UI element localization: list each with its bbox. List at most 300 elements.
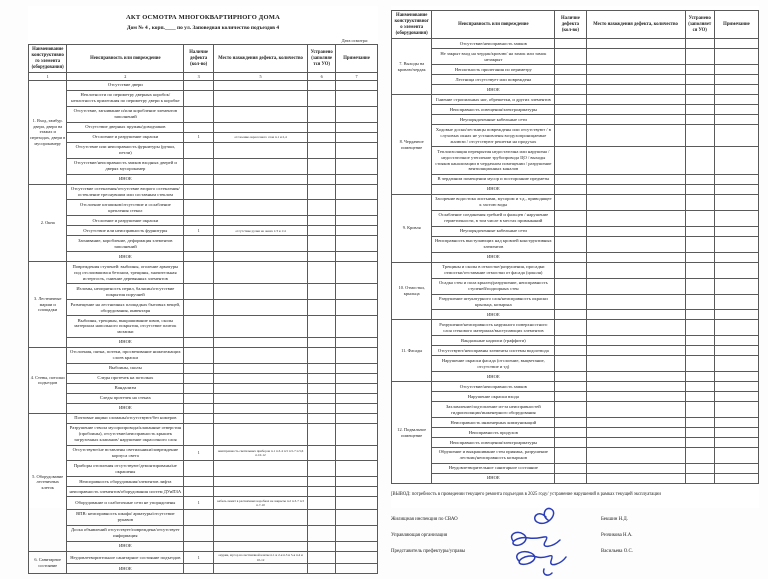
defect-description-cell: Отслоения, пятна, потеки, просвечивание нижележащих слоев краски — [67, 347, 184, 363]
note-cell — [714, 356, 758, 372]
defect-location-cell — [586, 147, 685, 175]
note-cell — [714, 382, 758, 392]
defect-count-cell — [184, 509, 214, 525]
resolved-cell — [685, 418, 714, 428]
column-number: 5 — [213, 73, 307, 80]
defect-count-cell — [555, 428, 586, 438]
defect-count-cell — [555, 65, 586, 75]
table-row — [29, 525, 378, 541]
resolved-cell — [685, 382, 714, 392]
note-cell — [714, 392, 758, 402]
defect-count-cell — [555, 236, 586, 252]
resolved-cell — [685, 174, 714, 184]
defect-count-cell — [184, 158, 214, 174]
defect-description-cell: Нарушение окраски входа — [432, 392, 555, 402]
defect-location-cell — [586, 85, 685, 95]
signer-name: Васильева О.С. — [601, 548, 633, 554]
defect-description-cell: Доска объявлений отсутствует/повреждена/отсутствует информация — [67, 525, 184, 541]
note-cell — [336, 487, 378, 497]
defect-description-cell: ИНОЕ — [432, 310, 555, 320]
defect-description-cell: Отсутствие дверных пружин/доводчиков — [67, 122, 184, 132]
section-name-cell: 8. Чердачное помещение — [392, 95, 432, 195]
defect-description-cell: Неупорядоченные кабельные сети — [432, 226, 555, 236]
resolved-cell — [685, 278, 714, 294]
defect-count-cell — [184, 106, 214, 122]
defect-location-cell — [586, 210, 685, 226]
defect-count-cell — [555, 184, 586, 194]
table-row — [392, 336, 759, 346]
note-cell — [714, 194, 758, 210]
defect-description-cell: Загнивание, коробление, деформация элементов заполнений — [67, 236, 184, 252]
note-cell — [714, 463, 758, 473]
defect-count-cell — [184, 477, 214, 487]
defect-location-cell — [586, 39, 685, 49]
defect-location-cell — [586, 402, 685, 418]
note-cell — [336, 445, 378, 461]
defect-description-cell: ИНОЕ — [432, 372, 555, 382]
defect-count-cell — [184, 461, 214, 477]
note-cell — [714, 174, 758, 184]
column-number-row — [29, 73, 378, 80]
note-cell — [336, 363, 378, 373]
defect-location-cell — [586, 294, 685, 310]
section-name-cell: 7. Выходы на кровлю/чердак — [392, 39, 432, 95]
defects-table-page2 — [391, 10, 759, 484]
resolved-cell — [685, 147, 714, 175]
resolved-cell — [685, 463, 714, 473]
resolved-cell — [308, 525, 336, 541]
table-row — [29, 252, 378, 262]
defect-description-cell: Трещины и сколы в отмостке/разрушения, просадки отмостки/отставание отмостки от фасада (цоколя) — [432, 262, 555, 278]
defect-description-cell: Неисправность инженерных коммуникаций — [432, 418, 555, 428]
resolved-cell — [308, 122, 336, 132]
note-cell — [336, 403, 378, 413]
defect-count-cell — [184, 174, 214, 184]
table-row — [392, 418, 759, 428]
defects-table-page1 — [28, 44, 378, 574]
resolved-cell — [308, 132, 336, 142]
table-row — [29, 122, 378, 132]
defect-count-cell — [555, 147, 586, 175]
resolved-cell — [308, 413, 336, 423]
resolved-cell — [685, 356, 714, 372]
defect-count-cell — [555, 473, 586, 483]
note-cell — [714, 115, 758, 125]
defect-count-cell — [555, 49, 586, 65]
note-cell — [336, 106, 378, 122]
defect-description-cell: Неплотности по периметру дверных коробок/неплотность прилегания по периметру двери к коробке — [67, 90, 184, 106]
defect-count-cell — [555, 85, 586, 95]
defect-count-cell — [184, 216, 214, 226]
note-cell — [336, 509, 378, 525]
defect-location-cell — [213, 373, 307, 383]
resolved-cell — [308, 564, 336, 574]
defect-count-cell — [184, 90, 214, 106]
signer-role-label: Жилищная инспекция по СВАО — [391, 516, 458, 522]
column-number: 1 — [29, 73, 67, 80]
table-row — [392, 115, 759, 125]
defect-description-cell: Неудовлетворительное санитарное состояние подъездов — [67, 551, 184, 564]
resolved-cell — [308, 373, 336, 383]
defect-count-cell — [555, 262, 586, 278]
defect-location-cell — [213, 337, 307, 347]
defect-description-cell: Неплотность прилегания по периметру — [432, 65, 555, 75]
defect-location-cell — [213, 174, 307, 184]
resolved-cell — [308, 551, 336, 564]
defect-location-cell — [586, 105, 685, 115]
resolved-cell — [685, 262, 714, 278]
defect-description-cell: Оборудование и слаботочные сети не упорядочены — [67, 497, 184, 510]
table-row — [392, 262, 759, 278]
defect-description-cell: Изломы, неопрятность перил, балясин/отсутствие покрытия поручней — [67, 284, 184, 300]
resolved-cell — [308, 184, 336, 200]
defect-location-cell — [213, 142, 307, 158]
table-row — [392, 447, 759, 463]
table-row — [392, 392, 759, 402]
defect-count-cell — [184, 80, 214, 90]
defect-location-cell — [213, 122, 307, 132]
defect-count-cell — [184, 122, 214, 132]
column-number: 3 — [184, 73, 214, 80]
resolved-cell — [685, 95, 714, 105]
note-cell — [714, 252, 758, 262]
resolved-cell — [685, 115, 714, 125]
defect-count-cell — [184, 541, 214, 551]
defect-description-cell: Отсутствие или неисправность фурнитуры — [67, 226, 184, 236]
defect-description-cell: ИНОЕ — [67, 564, 184, 574]
resolved-cell — [308, 393, 336, 403]
resolved-cell — [685, 39, 714, 49]
note-cell — [336, 461, 378, 477]
table-row — [29, 393, 378, 403]
note-cell — [714, 346, 758, 356]
defect-description-cell: Следы протечек на потолках — [67, 373, 184, 383]
defect-description-cell: ИНОЕ — [67, 252, 184, 262]
defect-count-cell — [184, 200, 214, 216]
defect-location-cell — [586, 428, 685, 438]
table-row — [29, 461, 378, 477]
defect-count-cell — [555, 294, 586, 310]
defect-location-cell — [586, 226, 685, 236]
section-name-cell: 6. Санитарное состояние — [29, 551, 67, 574]
table-row — [29, 90, 378, 106]
resolved-cell — [685, 49, 714, 65]
resolved-cell — [685, 392, 714, 402]
defect-location-cell — [586, 473, 685, 483]
resolved-cell — [308, 541, 336, 551]
defect-description-cell: Приборы отопления отсутствуют/демонтированы/не окрашены — [67, 461, 184, 477]
defect-description-cell: Следы протечек на стенах — [67, 393, 184, 403]
table-row — [392, 194, 759, 210]
defect-count-cell — [555, 174, 586, 184]
defect-location-cell — [586, 382, 685, 392]
resolved-cell — [308, 106, 336, 122]
defect-description-cell: Разрушение/неисправность наружного поверхностного слоя стенового материала/выступающих элементов — [432, 320, 555, 336]
signer-name: Бекшин Н.Д. — [601, 516, 628, 522]
table-row — [29, 184, 378, 200]
resolved-cell — [308, 461, 336, 477]
defect-location-cell — [213, 300, 307, 316]
table-row — [392, 49, 759, 65]
note-cell — [336, 284, 378, 300]
defect-location-cell — [586, 174, 685, 184]
note-cell — [714, 402, 758, 418]
column-header: Наличие дефекта (кол-во) — [184, 45, 214, 73]
defect-description-cell: Обрушение и выкрашивание стен приямка, разрушение лестниц/неисправность козырьков — [432, 447, 555, 463]
table-row — [392, 320, 759, 336]
note-cell — [336, 564, 378, 574]
defect-location-cell — [586, 392, 685, 402]
resolved-cell — [685, 75, 714, 85]
defect-description-cell: Отсутствуют/не вставлены светильники/повреждение корпуса света — [67, 445, 184, 461]
note-cell — [714, 438, 758, 448]
defect-location-cell — [213, 525, 307, 541]
note-cell — [714, 125, 758, 147]
note-cell — [336, 236, 378, 252]
column-number: 6 — [308, 73, 336, 80]
column-header: Неисправность или повреждение — [67, 45, 184, 73]
defect-location-cell — [213, 541, 307, 551]
resolved-cell — [308, 200, 336, 216]
defect-location-cell — [213, 200, 307, 216]
defect-count-cell: 1 — [184, 445, 214, 461]
resolved-cell — [685, 184, 714, 194]
table-row — [29, 142, 378, 158]
resolved-cell — [308, 363, 336, 373]
resolved-cell — [685, 85, 714, 95]
resolved-cell — [685, 226, 714, 236]
defect-count-cell — [184, 363, 214, 373]
table-row — [392, 473, 759, 483]
defect-location-cell — [586, 336, 685, 346]
note-cell — [714, 278, 758, 294]
resolved-cell — [308, 445, 336, 461]
defect-description-cell: неисправность элементов/оборудования систем ДУиПЗА — [67, 487, 184, 497]
defect-description-cell: Осадка стен и пола крылец/разрушение, неисправность ступеней/подпорных стен — [432, 278, 555, 294]
defect-count-cell — [555, 463, 586, 473]
defect-count-cell — [184, 373, 214, 383]
note-cell — [336, 142, 378, 158]
defect-description-cell: Неисправность продухов — [432, 428, 555, 438]
defect-description-cell: Разрушение ствола мусоропровода/клапанные отверстия (пробоины), отсутствие/неисправность крышек загрузочных клапанов/ нарушение окрасочного слоя — [67, 423, 184, 445]
defect-location-cell: кабель лежит в распаячных коробках не закрыты п.2 п.3-7 п.3 п.7-10 — [213, 497, 307, 510]
defect-count-cell — [184, 284, 214, 300]
defect-count-cell — [184, 252, 214, 262]
defect-location-cell — [586, 49, 685, 65]
resolved-cell — [685, 294, 714, 310]
resolved-cell — [308, 477, 336, 487]
defect-description-cell: Вандальные надписи (граффити) — [432, 336, 555, 346]
resolved-cell — [308, 158, 336, 174]
table-row — [29, 445, 378, 461]
note-cell — [336, 158, 378, 174]
resolved-cell — [685, 236, 714, 252]
column-header: Наличие дефекта (кол-во) — [555, 11, 586, 39]
column-header: Наименование конструктивного элемента (оборудования) — [392, 11, 432, 39]
resolved-cell — [308, 216, 336, 226]
header-row — [392, 11, 759, 39]
defect-description-cell: Ослабление соединения гребней и фальцев / нарушение герметичности, в том числе в местах примыканий — [432, 210, 555, 226]
resolved-cell — [308, 423, 336, 445]
defect-description-cell: Не закрыт вход на чердак/кровлю/ на замок или замок незакрыт — [432, 49, 555, 65]
defect-location-cell — [586, 463, 685, 473]
note-cell — [336, 122, 378, 132]
table-row — [392, 210, 759, 226]
note-cell — [336, 541, 378, 551]
defect-description-cell: Выбоины, трещины, выкрашивание швов, сколы материала напольного покрытия, отсутствие плиток мозаики — [67, 316, 184, 338]
table-row — [29, 262, 378, 284]
section-name-cell: 2. Окна — [29, 184, 67, 262]
defect-location-cell — [586, 65, 685, 75]
defect-location-cell — [213, 216, 307, 226]
column-header: Неисправность или повреждение — [432, 11, 555, 39]
resolved-cell — [308, 262, 336, 284]
table-row — [29, 363, 378, 373]
note-cell — [336, 551, 378, 564]
defect-location-cell — [586, 372, 685, 382]
resolved-cell — [685, 336, 714, 346]
defect-count-cell — [555, 39, 586, 49]
defect-location-cell — [586, 236, 685, 252]
table-row — [29, 132, 378, 142]
note-cell — [336, 174, 378, 184]
defect-location-cell — [586, 184, 685, 194]
defect-description-cell: Отслоение и разрушение окраски — [67, 132, 184, 142]
note-cell — [336, 347, 378, 363]
table-row — [392, 75, 759, 85]
table-row — [392, 252, 759, 262]
table-row — [29, 216, 378, 226]
signer-name: Резчикова Н.А. — [601, 532, 633, 538]
section-name-cell: 1. Вход.,тамбур. двери, двери на этажах и переходах, двери в мусорокамеру — [29, 80, 67, 184]
column-header: Устранено (заполняется УО) — [685, 11, 714, 39]
table-row — [29, 174, 378, 184]
defect-count-cell — [555, 320, 586, 336]
table-row — [392, 236, 759, 252]
column-header: Наименование конструктивного элемента (оборудования) — [29, 45, 67, 73]
note-cell — [714, 49, 758, 65]
defect-description-cell: ВПВ: неисправность шкафа/ арматуры/отсутствие рукавов — [67, 509, 184, 525]
note-cell — [714, 65, 758, 75]
table-row — [392, 147, 759, 175]
defect-description-cell: В чердачном помещении мусор и посторонние предметы — [432, 174, 555, 184]
defect-count-cell: 1 — [184, 226, 214, 236]
defect-description-cell: ИНОЕ — [432, 85, 555, 95]
resolved-cell — [685, 105, 714, 115]
defect-location-cell — [213, 90, 307, 106]
defect-location-cell — [213, 403, 307, 413]
defect-location-cell — [586, 418, 685, 428]
defect-location-cell — [586, 310, 685, 320]
section-name-cell: 10. Отмостки, крыльца — [392, 262, 432, 320]
section-name-cell: 5. Оборудование лестничных клеток — [29, 413, 67, 551]
column-number: 2 — [67, 73, 184, 80]
defect-count-cell — [555, 75, 586, 85]
resolved-cell — [308, 142, 336, 158]
table-row — [29, 477, 378, 487]
header-row — [29, 45, 378, 73]
defect-location-cell — [586, 125, 685, 147]
table-row — [29, 413, 378, 423]
table-row — [392, 428, 759, 438]
defect-description-cell: Выбоины, сколы — [67, 363, 184, 373]
defect-count-cell: 1 — [184, 132, 214, 142]
defect-count-cell — [555, 402, 586, 418]
defect-location-cell — [213, 106, 307, 122]
table-row — [29, 541, 378, 551]
resolved-cell — [308, 316, 336, 338]
note-cell — [336, 90, 378, 106]
defect-description-cell: Разрушение штукатурного слоя/неисправность окраски крыльца, козырька — [432, 294, 555, 310]
defect-location-cell — [213, 461, 307, 477]
resolved-cell — [308, 236, 336, 252]
note-cell — [714, 39, 758, 49]
section-name-cell: 3. Лестничные марши и площадки — [29, 262, 67, 348]
defect-location-cell — [213, 423, 307, 445]
defect-count-cell — [555, 226, 586, 236]
defect-description-cell: Отсутствие, загнивание и/или коробление элементов заполнений — [67, 106, 184, 122]
signature-row — [391, 533, 721, 538]
defect-count-cell — [555, 346, 586, 356]
defect-location-cell: отсутствие ручки на окнах 1/3 и 1/4 — [213, 226, 307, 236]
defect-count-cell — [555, 252, 586, 262]
note-cell — [336, 413, 378, 423]
table-row — [392, 226, 759, 236]
defect-description-cell: Отсутствие/неисправность замков — [432, 39, 555, 49]
defect-location-cell — [213, 262, 307, 284]
resolved-cell — [685, 473, 714, 483]
resolved-cell — [308, 509, 336, 525]
defect-count-cell — [555, 194, 586, 210]
table-row — [29, 316, 378, 338]
defect-count-cell — [184, 413, 214, 423]
note-cell — [714, 210, 758, 226]
defect-count-cell — [555, 356, 586, 372]
defect-description-cell: ИНОЕ — [432, 252, 555, 262]
defect-description-cell: Нарушение окраски фасада (отслоение, выцветание, отсутствие и тд) — [432, 356, 555, 372]
defect-description-cell: Отсутствие/неисправность замков — [432, 382, 555, 392]
defect-location-cell — [586, 346, 685, 356]
defect-description-cell: Повреждения ступеней: выбоины, оголение арматуры под отслоившимся бетоном, трещины, значительная истертость, гниение деревянных элементов — [67, 262, 184, 284]
note-cell — [714, 85, 758, 95]
defect-count-cell — [555, 310, 586, 320]
defect-description-cell: Неисправность выступающих над кровлей конструктивных элементов — [432, 236, 555, 252]
note-cell — [336, 316, 378, 338]
note-cell — [336, 80, 378, 90]
defect-count-cell — [184, 316, 214, 338]
table-row — [29, 106, 378, 122]
note-cell — [714, 226, 758, 236]
defect-description-cell: Неудовлетворительное санитарное состояние — [432, 463, 555, 473]
table-row — [392, 125, 759, 147]
signer-role-label: Управляющая организация — [391, 532, 448, 538]
note-cell — [336, 200, 378, 216]
resolved-cell — [685, 438, 714, 448]
note-cell — [336, 216, 378, 226]
table-row — [29, 284, 378, 300]
conclusion-text: [ВЫВОД: потребность в проведении текущего ремонта подъездов в 2025 году/ устранение нарушений в рамках текущей эксплуатации — [391, 491, 661, 497]
table-row — [392, 105, 759, 115]
defect-count-cell — [184, 236, 214, 252]
defect-count-cell — [184, 487, 214, 497]
defect-description-cell: Гниение стропильных ног, обрешетки, и других элементов — [432, 95, 555, 105]
note-cell — [336, 477, 378, 487]
page-2 — [391, 6, 759, 554]
table-row — [29, 487, 378, 497]
note-cell — [336, 226, 378, 236]
section-name-cell: 11. Фасады — [392, 320, 432, 382]
defect-count-cell — [555, 372, 586, 382]
